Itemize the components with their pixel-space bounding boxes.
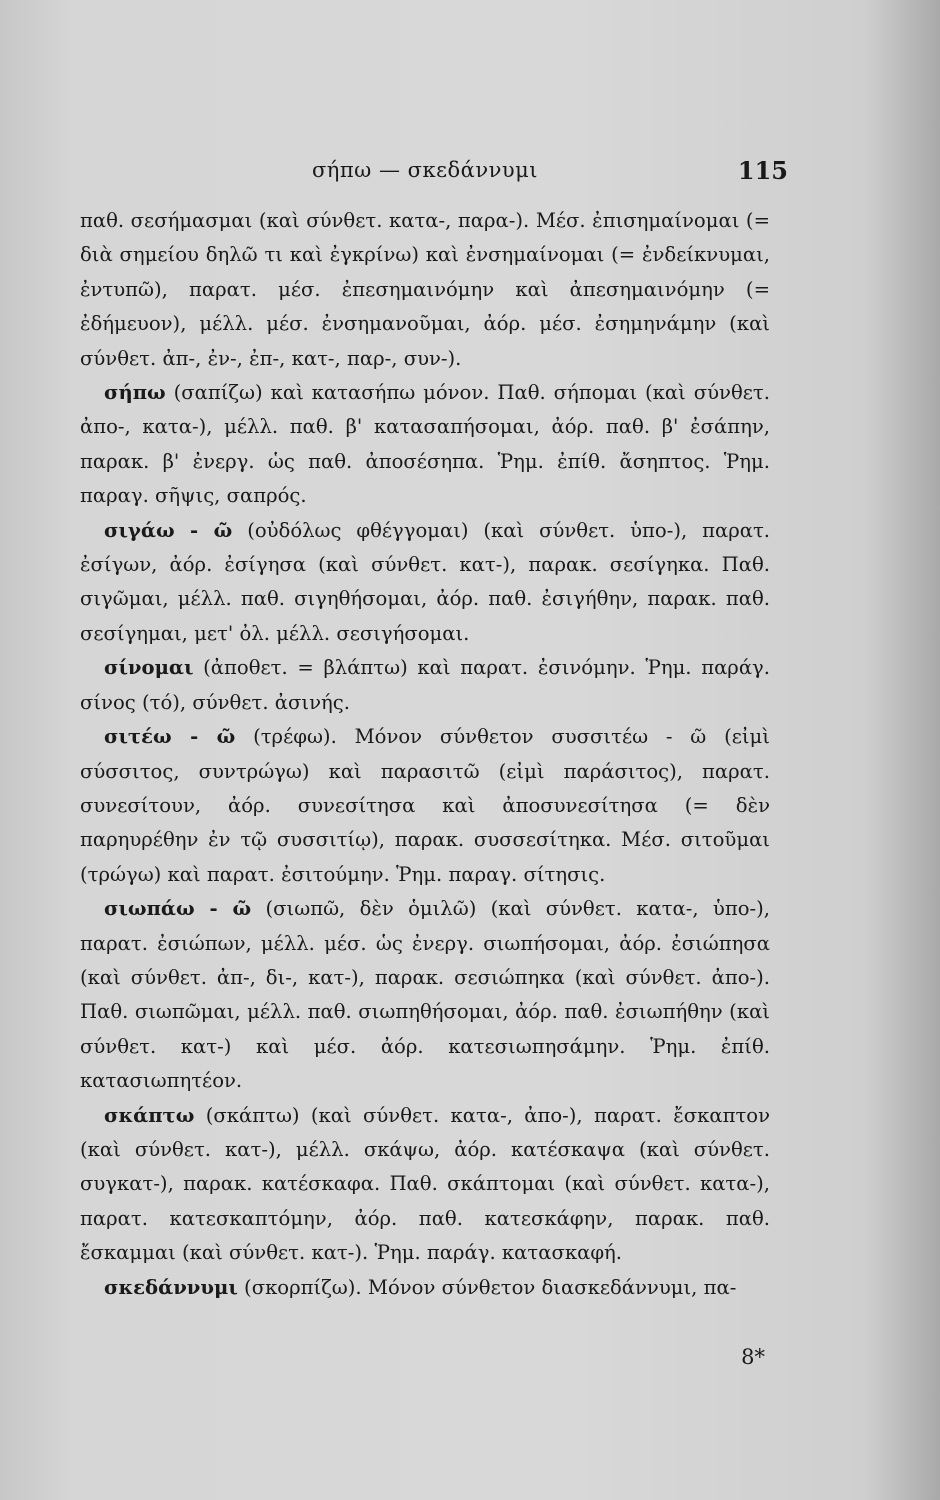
entry-lemma: σιτέω - ῶ [104, 725, 236, 749]
entry-text: (σκάπτω) (καὶ σύνθετ. κατα-, ἀπο-), παρατ. ἔσκαπτον (καὶ σύνθετ. κατ-), μέλλ. σκάψω, ἀόρ. κατέσκαψα (καὶ σύνθετ. συγκατ-), παρακ. κατέσκαφα. Παθ. σκάπτομαι (καὶ σύνθετ. κατα-), παρατ. κατεσκαπτόμην, ἀόρ. παθ. κατεσκάφην, παρακ. παθ. ἔσκαμμαι (καὶ σύνθετ. κατ-). Ῥημ. παράγ. κατασκαφή. [80, 1103, 770, 1265]
entry [80, 1271, 770, 1305]
entry [80, 892, 770, 1098]
entry-text: (σιωπῶ, δὲν ὁμιλῶ) (καὶ σύνθετ. κατα-, ὑπο-), παρατ. ἐσιώπων, μέλλ. μέσ. ὡς ἐνεργ. σιωπήσομαι, ἀόρ. ἐσιώπησα (καὶ σύνθετ. ἀπ-, δι-, κατ-), παρακ. σεσιώπηκα (καὶ σύνθετ. ἀπο-). Παθ. σιωπῶμαι, μέλλ. παθ. σιωπηθήσομαι, ἀόρ. παθ. ἐσιωπήθην (καὶ σύνθετ. κατ-) καὶ μέσ. ἀόρ. κατεσιωπησάμην. Ῥημ. ἐπίθ. κατασιωπητέον. [80, 897, 770, 1093]
entry [80, 651, 770, 720]
entry-text: (ἀποθετ. = βλάπτω) καὶ παρατ. ἐσινόμην. Ῥημ. παράγ. σίνος (τό), σύνθετ. ἀσινής. [80, 656, 770, 714]
entry-text: παθ. σεσήμασμαι (καὶ σύνθετ. κατα-, παρα-). Μέσ. ἐπισημαίνομαι (= διὰ σημείου δηλῶ τι καὶ ἐγκρίνω) καὶ ἐνσημαίνομαι (= ἐνδείκνυμαι, ἐντυπῶ), παρατ. μέσ. ἐπεσημαινόμην καὶ ἀπεσημαινόμην (= ἐδήμευον), μέλλ. μέσ. ἐνσημανοῦμαι, ἀόρ. μέσ. ἐσημηνάμην (καὶ σύνθετ. ἀπ-, ἐν-, ἐπ-, κατ-, παρ-, συν-). [80, 209, 770, 370]
entry-lemma: σκάπτω [104, 1103, 195, 1127]
entry-text: (οὐδόλως φθέγγομαι) (καὶ σύνθετ. ὑπο-), παρατ. ἐσίγων, ἀόρ. ἐσίγησα (καὶ σύνθετ. κατ-), παρακ. σεσίγηκα. Παθ. σιγῶμαι, μέλλ. παθ. σιγηθήσομαι, ἀόρ. παθ. ἐσιγήθην, παρακ. παθ. σεσίγημαι, μετ' ὀλ. μέλλ. σεσιγήσομαι. [80, 518, 771, 645]
page-header [80, 156, 788, 192]
entry-lemma: σκεδάννυμι [104, 1275, 238, 1299]
signature-mark: 8* [741, 1345, 765, 1369]
entry-continuation [80, 204, 770, 376]
entry-text: (σαπίζω) καὶ κατασήπω μόνον. Παθ. σήπομαι (καὶ σύνθετ. ἀπο-, κατα-), μέλλ. παθ. β' κατασαπήσομαι, ἀόρ. παθ. β' ἐσάπην, παρακ. β' ἐνεργ. ὡς παθ. ἀποσέσηπα. Ῥημ. ἐπίθ. ἄσηπτος. Ῥημ. παραγ. σῆψις, σαπρός. [80, 381, 770, 508]
dictionary-text [80, 204, 770, 1305]
entry [80, 720, 770, 892]
entry-lemma: σίνομαι [104, 656, 194, 680]
entry [80, 1099, 770, 1271]
page-content [80, 156, 788, 1305]
entry-text: (τρέφω). Μόνον σύνθετον συσσιτέω - ῶ (εἰμὶ σύσσιτος, συντρώγω) καὶ παρασιτῶ (εἰμὶ παράσιτος), παρατ. συνεσίτουν, ἀόρ. συνεσίτησα καὶ ἀποσυνεσίτησα (= δὲν παρηυρέθην ἐν τῷ συσσιτίῳ), παρακ. συσσεσίτηκα. Μέσ. σιτοῦμαι (τρώγω) καὶ παρατ. ἐσιτούμην. Ῥημ. παραγ. σίτησις. [80, 725, 770, 886]
entry-lemma: σιωπάω - ῶ [104, 897, 252, 921]
entry [80, 376, 770, 514]
page-number: 115 [737, 156, 788, 185]
entry-lemma: σιγάω - ῶ [104, 518, 233, 542]
entry-text: (σκορπίζω). Μόνον σύνθετον διασκεδάννυμι, πα- [244, 1275, 737, 1299]
running-head: σήπω — σκεδάννυμι [311, 158, 539, 182]
entry-lemma: σήπω [104, 381, 166, 405]
entry [80, 514, 770, 652]
